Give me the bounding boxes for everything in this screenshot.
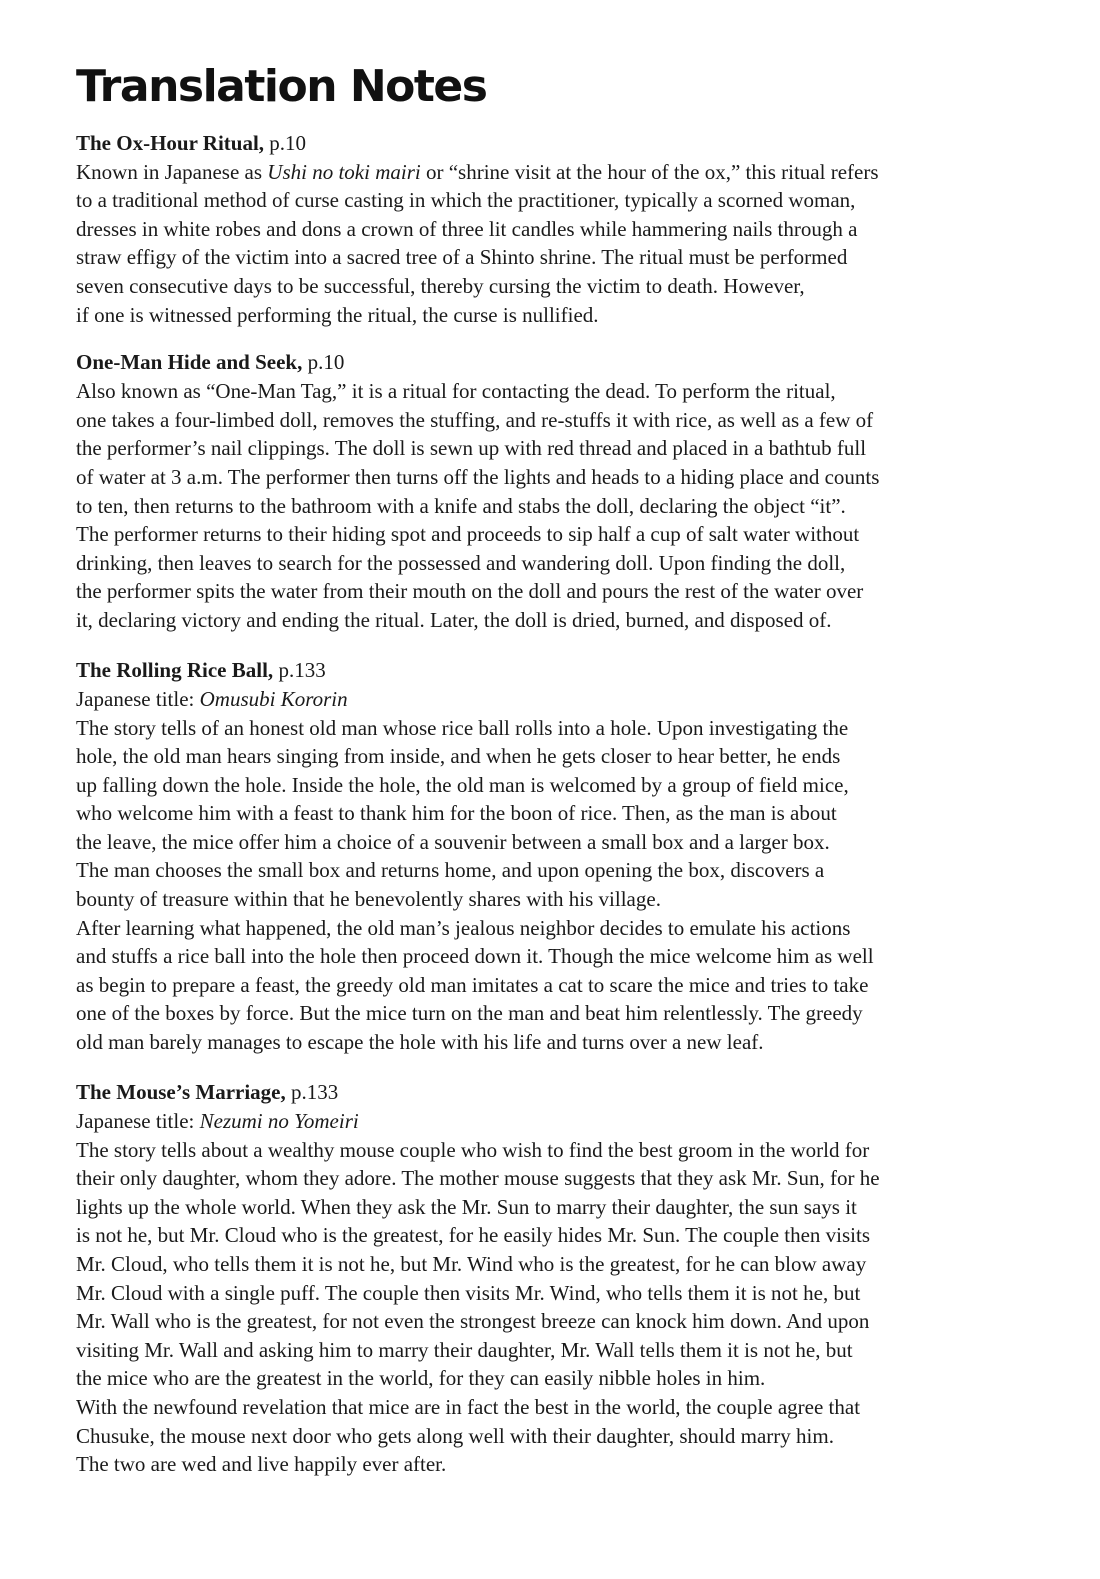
text-line: to a traditional method of curse casting in which the practitioner, typically a scorned woman, — [76, 188, 856, 213]
text-line: The man chooses the small box and returns home, and upon opening the box, discovers a — [76, 858, 825, 883]
note-heading — [76, 1078, 996, 1107]
text-line: to ten, then returns to the bathroom with a knife and stabs the doll, declaring the object “it”. — [76, 493, 846, 518]
text-line: Mr. Cloud with a single puff. The couple then visits Mr. Wind, who tells them it is not he, but — [76, 1280, 861, 1305]
translation-note — [76, 1078, 996, 1479]
japanese-title-text: Omusubi Kororin — [199, 686, 348, 711]
text-line: is not he, but Mr. Cloud who is the greatest, for he easily hides Mr. Sun. The couple then visits — [76, 1223, 871, 1248]
text-line: seven consecutive days to be successful, thereby cursing the victim to death. However, — [76, 273, 805, 298]
text-line: The story tells about a wealthy mouse couple who wish to find the best groom in the world for — [76, 1137, 870, 1162]
text-line: drinking, then leaves to search for the possessed and wandering doll. Upon finding the doll, — [76, 550, 846, 575]
text-line: one of the boxes by force. But the mice turn on the man and beat him relentlessly. The greedy — [76, 1001, 863, 1026]
text-line: the performer spits the water from their mouth on the doll and pours the rest of the water over — [76, 579, 864, 604]
japanese-title-label: Japanese title: — [76, 686, 200, 711]
text-line: and stuffs a rice ball into the hole then proceed down it. Though the mice welcome him as well — [76, 944, 874, 969]
note-body — [76, 377, 996, 634]
japanese-title-text: Nezumi no Yomeiri — [199, 1108, 359, 1133]
note-body — [76, 714, 996, 1057]
text-line: Chusuke, the mouse next door who gets along well with their daughter, should marry him. — [76, 1423, 834, 1448]
text-line: the leave, the mice offer him a choice of a souvenir between a small box and a larger box. — [76, 829, 830, 854]
translation-note — [76, 129, 996, 330]
text-line: The performer returns to their hiding spot and proceeds to sip half a cup of salt water without — [76, 522, 860, 547]
text-line: of water at 3 a.m. The performer then turns off the lights and heads to a hiding place and counts — [76, 464, 880, 489]
text-line: up falling down the hole. Inside the hole, the old man is welcomed by a group of field mice, — [76, 772, 849, 797]
text-line: who welcome him with a feast to thank him for the boon of rice. Then, as the man is about — [76, 801, 837, 826]
note-heading — [76, 129, 996, 158]
italic-term: Ushi no toki mairi — [267, 159, 421, 184]
text-line: as begin to prepare a feast, the greedy old man imitates a cat to scare the mice and tries to take — [76, 972, 869, 997]
text-line: the performer’s nail clippings. The doll is sewn up with red thread and placed in a bathtub full — [76, 436, 867, 461]
text-line: Also known as “One-Man Tag,” it is a ritual for contacting the dead. To perform the ritual, — [76, 379, 836, 404]
text-line: their only daughter, whom they adore. The mother mouse suggests that they ask Mr. Sun, for he — [76, 1166, 880, 1191]
note-japanese-title — [76, 685, 996, 714]
text-line: one takes a four-limbed doll, removes the stuffing, and re-stuffs it with rice, as well as a few of — [76, 407, 874, 432]
text-line: The story tells of an honest old man whose rice ball rolls into a hole. Upon investigating the — [76, 715, 849, 740]
note-body — [76, 1136, 996, 1479]
text-line: Mr. Wall who is the greatest, for not even the strongest breeze can knock him down. And upon — [76, 1309, 870, 1334]
note-page-ref: p.133 — [285, 1079, 339, 1104]
note-page-ref: p.10 — [264, 130, 307, 155]
text-line: With the newfound revelation that mice are in fact the best in the world, the couple agree that — [76, 1394, 861, 1419]
note-body — [76, 158, 996, 330]
translation-note — [76, 348, 996, 634]
note-title: The Ox-Hour Ritual, — [76, 130, 265, 155]
text-line: straw effigy of the victim into a sacred tree of a Shinto shrine. The ritual must be performed — [76, 245, 848, 270]
translation-note — [76, 656, 996, 1057]
text-line: The two are wed and live happily ever after. — [76, 1452, 447, 1477]
text-line: lights up the whole world. When they ask the Mr. Sun to marry their daughter, the sun says it — [76, 1194, 857, 1219]
page-title: Translation Notes — [76, 61, 487, 112]
text-line: old man barely manages to escape the hole with his life and turns over a new leaf. — [76, 1030, 764, 1055]
note-title: One-Man Hide and Seek, — [76, 350, 303, 375]
note-japanese-title — [76, 1107, 996, 1136]
note-title: The Rolling Rice Ball, — [76, 657, 274, 682]
note-heading — [76, 656, 996, 685]
text-line: the mice who are the greatest in the world, for they can easily nibble holes in him. — [76, 1366, 766, 1391]
text-line: After learning what happened, the old man’s jealous neighbor decides to emulate his actions — [76, 915, 851, 940]
text-line: bounty of treasure within that he benevolently shares with his village. — [76, 887, 661, 912]
japanese-title-label: Japanese title: — [76, 1108, 200, 1133]
note-page-ref: p.10 — [302, 350, 345, 375]
text-line: visiting Mr. Wall and asking him to marry their daughter, Mr. Wall tells them it is not he, but — [76, 1337, 853, 1362]
note-heading — [76, 348, 996, 377]
text-line: dresses in white robes and dons a crown of three lit candles while hammering nails through a — [76, 216, 858, 241]
text-line: Known in Japanese as Ushi no toki mairi or “shrine visit at the hour of the ox,” this ritual refers — [76, 159, 879, 184]
text-line: hole, the old man hears singing from inside, and when he gets closer to hear better, he ends — [76, 744, 841, 769]
text-line: Mr. Cloud, who tells them it is not he, but Mr. Wind who is the greatest, for he can blow away — [76, 1252, 867, 1276]
note-title: The Mouse’s Marriage, — [76, 1079, 286, 1104]
note-page-ref: p.133 — [273, 657, 326, 682]
notes-list — [76, 129, 996, 1479]
document-page — [76, 62, 996, 1489]
text-line: if one is witnessed performing the ritual, the curse is nullified. — [76, 302, 599, 327]
text-line: it, declaring victory and ending the ritual. Later, the doll is dried, burned, and disposed of. — [76, 607, 832, 632]
